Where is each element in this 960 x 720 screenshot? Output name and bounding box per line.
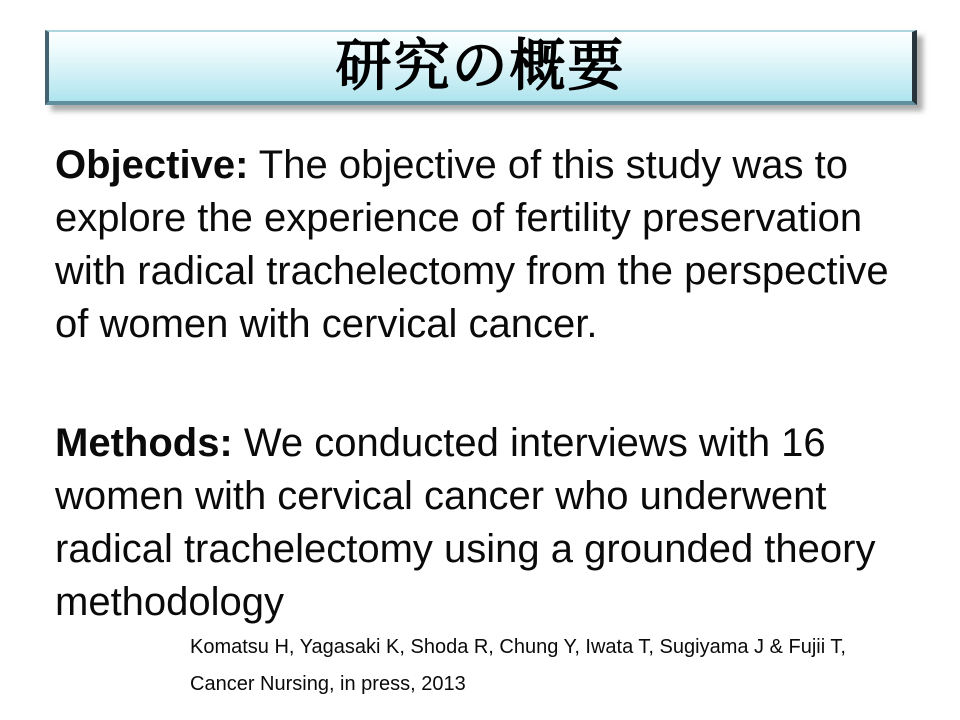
methods-line-3: radical trachelectomy using a grounded theory <box>55 527 876 571</box>
title-bar <box>45 30 917 105</box>
citation-authors: Komatsu H, Yagasaki K, Shoda R, Chung Y, Iwata T, Sugiyama J & Fujii T, <box>190 636 846 658</box>
objective-line-1 <box>55 139 889 192</box>
citation-journal: Cancer Nursing, in press, 2013 <box>190 673 466 695</box>
methods-line-1-text: We conducted interviews with 16 <box>243 421 826 465</box>
objective-line-4: of women with cervical cancer. <box>55 302 598 346</box>
methods-line-1 <box>55 417 875 470</box>
methods-line-4: methodology <box>55 580 285 624</box>
objective-label: Objective: <box>55 143 249 187</box>
objective-line-1-text: The objective of this study was to <box>258 143 848 187</box>
slide-title: 研究の概要 <box>335 33 626 99</box>
objective-line-3: with radical trachelectomy from the perspective <box>55 249 889 293</box>
methods-line-2: women with cervical cancer who underwent <box>55 474 827 518</box>
objective-line-2: explore the experience of fertility preservation <box>55 196 863 240</box>
objective-paragraph <box>55 139 889 351</box>
methods-paragraph <box>55 417 875 629</box>
citation <box>190 629 846 703</box>
methods-label: Methods: <box>55 421 233 465</box>
